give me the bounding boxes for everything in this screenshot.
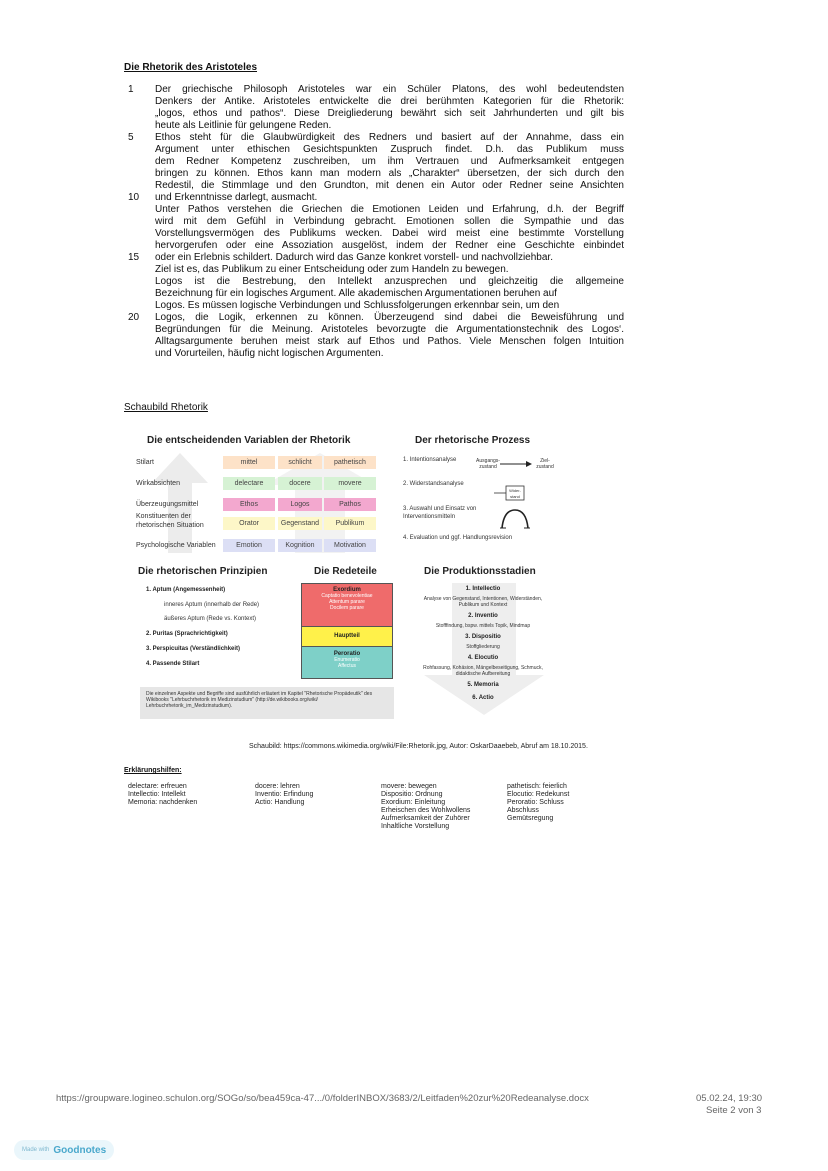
production-stage-desc: Rohfassung, Kohäsion, Mängelbeseitigung, Schmuck, didaktische Aufbereitung — [423, 665, 543, 677]
badge-brand: Goodnotes — [53, 1144, 107, 1156]
text-line — [124, 288, 624, 300]
line-text: wird mit dem Gefühl in Verbindung gebracht. Emotionen sollen die Sympathie und das — [155, 216, 624, 227]
peroratio-box — [301, 647, 393, 679]
exordium-sub-2: Attentum parare — [329, 599, 365, 605]
explanation-entry: Dispositio: Ordnung — [381, 791, 443, 798]
line-text: und Vorurteilen, häufig nicht logischen Argumenten. — [155, 348, 384, 359]
prinzipien-title: Die rhetorischen Prinzipien — [138, 566, 268, 577]
text-line — [124, 312, 624, 324]
prozess-step-2: 2. Widerstandsanalyse — [403, 481, 464, 487]
explanation-entry: Memoria: nachdenken — [128, 799, 198, 806]
production-stage-desc: Stoffgliederung — [466, 644, 500, 650]
text-line — [124, 348, 624, 360]
text-line — [124, 252, 624, 264]
line-text: Ziel ist es, das Publikum zu einer Entscheidung oder zum Handeln zu bewegen. — [155, 264, 509, 275]
explanation-entry: Intellectio: Intellekt — [128, 791, 186, 798]
explanation-entry: Erheischen des Wohlwollens — [381, 807, 471, 814]
text-line — [124, 300, 624, 312]
intervention-icon — [500, 508, 530, 532]
variable-cell: movere — [324, 477, 376, 490]
exordium-sub-3: Docilem parare — [330, 605, 364, 611]
text-line — [124, 240, 624, 252]
text-line — [124, 336, 624, 348]
text-line — [124, 276, 624, 288]
variable-label: Konstituenten der rhetorischen Situation — [136, 513, 204, 529]
text-line — [124, 204, 624, 216]
variable-cell: schlicht — [278, 456, 322, 469]
line-text: Ethos steht für die Glaubwürdigkeit des Redners und basiert auf der Annahme, dass ein — [155, 132, 624, 143]
prozess-to-label: Ziel-zustand — [536, 458, 554, 470]
explanation-entry: Elocutio: Redekunst — [507, 791, 570, 798]
variable-cell: delectare — [223, 477, 275, 490]
explanation-entry: Inventio: Erfindung — [255, 791, 314, 798]
variable-cell: Pathos — [324, 498, 376, 511]
line-text: Alltagsargumente beruhen meist stark auf Ethos und Pathos. Viele Menschen folgen Intuition — [155, 336, 624, 347]
explanation-entry: Abschluss — [507, 807, 539, 814]
hauptteil-box — [301, 627, 393, 647]
explanation-entry: Actio: Handlung — [255, 799, 305, 806]
prozess-title: Der rhetorische Prozess — [415, 435, 531, 446]
prinzipien-note-box — [140, 687, 394, 719]
explanation-entry: docere: lehren — [255, 783, 300, 790]
variable-cell: pathetisch — [324, 456, 376, 469]
line-text: „logos, ethos und pathos“. Diese Dreigliederung bewährt sich seit Jahrhunderten und gilt bis — [155, 108, 624, 119]
line-text: heute als Leitlinie für gelungene Reden. — [155, 120, 332, 131]
production-stage: 1. Intellectio — [465, 586, 501, 592]
variable-cell: Publikum — [324, 517, 376, 530]
variable-cell: docere — [278, 477, 322, 490]
line-text: Logos ist die Bestrebung, den Intellekt anzusprechen und gleichzeitig die allgemeine — [155, 276, 624, 287]
text-line — [124, 228, 624, 240]
text-line — [124, 108, 624, 120]
line-number: 1 — [128, 84, 134, 95]
prozess-from-label: Ausgangs-zustand — [476, 458, 500, 470]
production-stage: 5. Memoria — [467, 682, 499, 688]
line-text: Denkers der Antike. Aristoteles entwickelte die drei berühmten Kategorien für die Rhetorik: — [155, 96, 624, 107]
line-text: oder ein Erlebnis schildert. Dadurch wird das Ganze konkret vorstell- und nachvollziehbar. — [155, 252, 553, 263]
explanation-entry: Gemütsregung — [507, 815, 554, 822]
variable-cell: mittel — [223, 456, 275, 469]
production-stage-desc: Analyse von Gegenstand, Intentionen, Widerständen, Publikum und Kontext — [423, 596, 543, 608]
text-line — [124, 144, 624, 156]
variable-label: Wirkabsichten — [136, 480, 180, 487]
variable-cell: Emotion — [223, 539, 275, 552]
peroratio-sub-2: Affectus — [338, 663, 356, 669]
line-text: Der griechische Philosoph Aristoteles war ein Schüler Platons, des wohl bedeutendsten — [155, 84, 624, 95]
goodnotes-badge[interactable] — [14, 1140, 114, 1160]
exordium-sub-1: Captatio benevolentiae — [321, 593, 373, 599]
text-line — [124, 192, 624, 204]
text-line — [124, 180, 624, 192]
variable-cell: Motivation — [324, 539, 376, 552]
variable-label: Stilart — [136, 459, 154, 466]
line-text: Bezeichnung für ein logisches Argument. Alle akademischen Argumentationen beruhen auf — [155, 288, 557, 299]
principle-item: 2. Puritas (Sprachrichtigkeit) — [146, 631, 228, 637]
peroratio-sub-1: Enumeratio — [334, 657, 360, 663]
text-line — [124, 120, 624, 132]
erklaerungen-col-4 — [507, 783, 569, 823]
footer-url: https://groupware.logineo.schulon.org/SOGo/so/bea459ca-47.../0/folderINBOX/3683/2/Leitfaden%20zur%20Redeanalyse.docx — [56, 1093, 589, 1104]
text-line — [124, 84, 624, 96]
production-stage: 6. Actio — [472, 695, 494, 701]
line-text: dem Redner Kompetenz zuschreiben, um ihm Vertrauen und Aufmerksamkeit entgegen — [155, 156, 624, 167]
principle-item: inneres Aptum (innerhalb der Rede) — [164, 602, 260, 608]
explanation-entry: movere: bewegen — [381, 783, 437, 790]
production-stage: 4. Elocutio — [467, 655, 499, 661]
line-number: 10 — [128, 192, 140, 203]
prozess-step-3: 3. Auswahl und Einsatz von Interventionsmitteln — [403, 506, 477, 520]
footer-page-number: Seite 2 von 3 — [706, 1105, 762, 1116]
erklaerungen-heading: Erklärungshilfen: — [124, 767, 182, 774]
prinzipien-note: Die einzelnen Aspekte und Begriffe sind ausführlich erläutert im Kapitel "Rhetorische Propädeutik" des Wikibooks "Lehrbuchrhetorik im Medizinstudium" (http://de.wikibooks.org/wiki/ Lehrbuchrhetorik_im_Medizinstudium). — [146, 691, 373, 709]
produktion-title: Die Produktionsstadien — [424, 566, 536, 577]
principle-item: äußeres Aptum (Rede vs. Kontext) — [164, 616, 257, 622]
arrow-right-icon — [500, 461, 532, 467]
principle-item: 1. Aptum (Angemessenheit) — [146, 587, 226, 593]
variable-cell: Orator — [223, 517, 275, 530]
exordium-label: Exordium — [333, 587, 361, 593]
line-text: und Erkenntnisse darlegt, ausmacht. — [155, 192, 318, 203]
explanation-entry: pathetisch: feierlich — [507, 783, 567, 790]
line-text: Logos. Es müssen logische Verbindungen und Schlussfolgerungen erkennbar sein, um den — [155, 300, 560, 311]
rhetorik-diagram — [120, 425, 560, 725]
text-line — [124, 96, 624, 108]
line-text: Vorstellungsvermögen des Publikums wecken. Dabei wird meist eine bestimmte Vorstellung — [155, 228, 624, 239]
erklaerungen-col-1 — [128, 783, 197, 807]
production-stage: 3. Dispositio — [465, 634, 501, 640]
production-stage-desc: Stofffindung, bspw. mittels Topik, Mindmap — [435, 623, 531, 629]
erklaerungen-col-3 — [381, 783, 470, 831]
production-stage: 2. Inventio — [468, 613, 498, 619]
redeteile-title: Die Redeteile — [314, 566, 377, 577]
variable-label: Psychologische Variablen — [136, 542, 216, 549]
text-line — [124, 324, 624, 336]
principle-item: 4. Passende Stilart — [146, 661, 200, 667]
text-line — [124, 216, 624, 228]
peroratio-label: Peroratio — [333, 651, 361, 657]
document-title: Die Rhetorik des Aristoteles — [124, 62, 258, 73]
schaubild-caption: Schaubild: https://commons.wikimedia.org/wiki/File:Rhetorik.jpg, Autor: OskarDaaebeb, Abruf am 18.10.2015. — [249, 743, 588, 750]
exordium-box — [301, 583, 393, 627]
text-line — [124, 156, 624, 168]
prozess-step-1: 1. Intentionsanalyse — [403, 457, 457, 463]
line-text: Redestil, die Stimmlage und den Grundton, mit denen ein Autor oder Redner seine Ansichten — [155, 180, 624, 191]
explanation-entry: Exordium: Einleitung — [381, 799, 446, 806]
line-number: 15 — [128, 252, 140, 263]
line-number: 5 — [128, 132, 134, 143]
widerstand-label: Wider-stand — [509, 488, 521, 499]
explanation-entry: Aufmerksamkeit der Zuhörer — [381, 815, 470, 822]
variablen-title: Die entscheidenden Variablen der Rhetorik — [147, 435, 351, 446]
footer-datetime: 05.02.24, 19:30 — [696, 1093, 763, 1104]
line-text: Unter Pathos verstehen die Griechen die Emotionen Leiden und Erfahrung, d.h. der Begriff — [155, 204, 624, 215]
variable-cell: Ethos — [223, 498, 275, 511]
principle-item: 3. Perspicuitas (Verständlichkeit) — [146, 646, 241, 652]
explanation-entry: delectare: erfreuen — [128, 783, 187, 790]
variable-cell: Kognition — [278, 539, 322, 552]
hauptteil-label: Hauptteil — [334, 633, 360, 639]
line-text: hervorgerufen oder eine Assoziation ausgelöst, indem der Redner eine Geschichte einbindet — [155, 240, 624, 251]
text-line — [124, 132, 624, 144]
variable-cell: Logos — [278, 498, 322, 511]
line-text: bringen zu können. Ethos kann man modern als „Charakter“ übersetzen, der sich durch den — [155, 168, 624, 179]
line-text: Begründungen für die Meinung. Aristoteles bevorzugte die Argumentationstechnik des Logos‘. — [155, 324, 624, 335]
explanation-entry: Peroratio: Schluss — [507, 799, 564, 806]
explanation-entry: Inhaltliche Vorstellung — [381, 823, 450, 830]
main-text — [124, 84, 624, 360]
prozess-step-4: 4. Evaluation und ggf. Handlungsrevision — [403, 535, 513, 541]
text-line — [124, 168, 624, 180]
schaubild-heading: Schaubild Rhetorik — [124, 402, 208, 413]
variable-cell: Gegenstand — [278, 517, 322, 530]
variable-label: Überzeugungsmittel — [136, 501, 199, 508]
text-line — [124, 264, 624, 276]
erklaerungen-col-2 — [255, 783, 313, 807]
line-text: Argument unter ethischen Gesichtspunkten Zuspruch findet. D.h. das Publikum muss — [155, 144, 624, 155]
line-number: 20 — [128, 312, 140, 323]
line-text: Logos, die Logik, erkennen zu können. Überzeugend sind dabei die Beweisführung und — [155, 312, 624, 323]
badge-made-with: Made with — [22, 1147, 50, 1153]
